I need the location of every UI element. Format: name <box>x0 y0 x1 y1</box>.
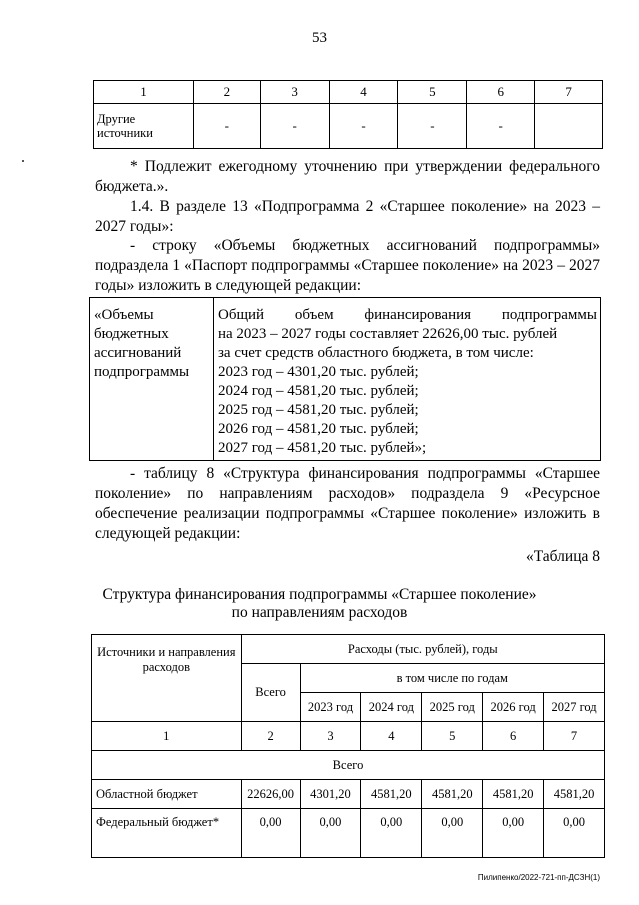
passport-line: на 2023 – 2027 годы составляет 22626,00 тыс. рублей <box>218 326 558 342</box>
col-number: 4 <box>361 722 422 751</box>
table-number: «Таблица 8 <box>525 548 600 565</box>
col-number: 4 <box>329 81 398 104</box>
table-cell: 0,00 <box>544 809 605 858</box>
row-label: Федеральный бюджет* <box>92 809 242 858</box>
header-year: 2027 год <box>544 693 605 722</box>
table-cell: - <box>329 104 398 149</box>
table-header-row <box>92 635 605 664</box>
table-row <box>92 809 605 858</box>
column-number-row <box>92 722 605 751</box>
header-year: 2026 год <box>483 693 544 722</box>
passport-line: за счет средств областного бюджета, в том числе: <box>218 345 534 361</box>
table-cell: - <box>467 104 535 149</box>
col-number: 6 <box>467 81 535 104</box>
table-cell: 0,00 <box>361 809 422 858</box>
passport-year-line: 2025 год – 4581,20 тыс. рублей; <box>218 402 419 418</box>
footnote-paragraph: * Подлежит ежегодному уточнению при утверждении федерального бюджета.». <box>95 158 600 195</box>
source-label: Другие источники <box>94 104 194 149</box>
section-row <box>92 751 605 780</box>
table-cell: - <box>398 104 467 149</box>
instruction-paragraph: - таблицу 8 «Структура финансирования подпрограммы «Старшее поколение» по направлениям расходов» подраздела 9 «Ресурсное обеспечение реализации подпрограммы «Старшее поколение» изложить в следующей редакции: <box>95 465 600 542</box>
col-number: 6 <box>483 722 544 751</box>
table-caption: Структура финансирования подпрограммы «Старшее поколение» <box>102 586 537 603</box>
passport-year-line: 2024 год – 4581,20 тыс. рублей; <box>218 383 419 399</box>
passport-table <box>89 297 601 461</box>
table-row <box>92 780 605 809</box>
section-title: Всего <box>92 751 605 780</box>
col-number: 1 <box>94 81 194 104</box>
instruction-paragraph: - строку «Объемы бюджетных ассигнований подпрограммы» подраздела 1 «Паспорт подпрограммы «Старшее поколение» на 2023 – 2027 годы» изложить в следующей редакции: <box>95 237 600 294</box>
col-number: 7 <box>544 722 605 751</box>
scan-speck <box>22 160 24 162</box>
col-number: 5 <box>422 722 483 751</box>
col-number: 7 <box>535 81 603 104</box>
table-cell: 0,00 <box>241 809 300 858</box>
row-label: Областной бюджет <box>92 780 242 809</box>
header-total: Всего <box>241 664 300 722</box>
table-row <box>94 104 603 149</box>
document-footer: Пилипенко/2022-721-пп-ДСЗН(1) <box>477 873 600 882</box>
header-year: 2023 год <box>300 693 361 722</box>
table-cell: 4301,20 <box>300 780 361 809</box>
col-number: 2 <box>241 722 300 751</box>
header-year: 2024 год <box>361 693 422 722</box>
col-number: 5 <box>398 81 467 104</box>
passport-label: «Объемы бюджетных ассигнований подпрограммы <box>90 298 214 461</box>
header-sources: Источники и направления расходов <box>92 635 242 722</box>
table-cell <box>535 104 603 149</box>
table-cell: 4581,20 <box>483 780 544 809</box>
table-cell: 0,00 <box>300 809 361 858</box>
page-number: 53 <box>312 30 327 46</box>
col-number: 3 <box>300 722 361 751</box>
table-cell: 22626,00 <box>241 780 300 809</box>
table-row <box>90 298 601 461</box>
col-number: 3 <box>260 81 329 104</box>
passport-line: Общий объем финансирования подпрограммы <box>218 307 597 323</box>
budget-table-fragment <box>93 80 603 149</box>
table-cell: - <box>193 104 260 149</box>
header-year: 2025 год <box>422 693 483 722</box>
passport-year-line: 2023 год – 4301,20 тыс. рублей; <box>218 364 419 380</box>
section-paragraph: 1.4. В разделе 13 «Подпрограмма 2 «Старшее поколение» на 2023 – 2027 годы»: <box>95 198 600 235</box>
passport-content <box>214 298 601 461</box>
passport-year-line: 2027 год – 4581,20 тыс. рублей»; <box>218 440 427 456</box>
table-cell: 0,00 <box>422 809 483 858</box>
table-cell: - <box>260 104 329 149</box>
header-by-years: в том числе по годам <box>300 664 604 693</box>
header-expenses: Расходы (тыс. рублей), годы <box>241 635 604 664</box>
table-cell: 4581,20 <box>544 780 605 809</box>
col-number: 2 <box>193 81 260 104</box>
table-caption: по направлениям расходов <box>231 604 408 621</box>
table-cell: 4581,20 <box>361 780 422 809</box>
col-number: 1 <box>92 722 242 751</box>
passport-year-line: 2026 год – 4581,20 тыс. рублей; <box>218 421 419 437</box>
table-cell: 0,00 <box>483 809 544 858</box>
financing-table <box>91 634 605 858</box>
table-header-row <box>94 81 603 104</box>
table-cell: 4581,20 <box>422 780 483 809</box>
